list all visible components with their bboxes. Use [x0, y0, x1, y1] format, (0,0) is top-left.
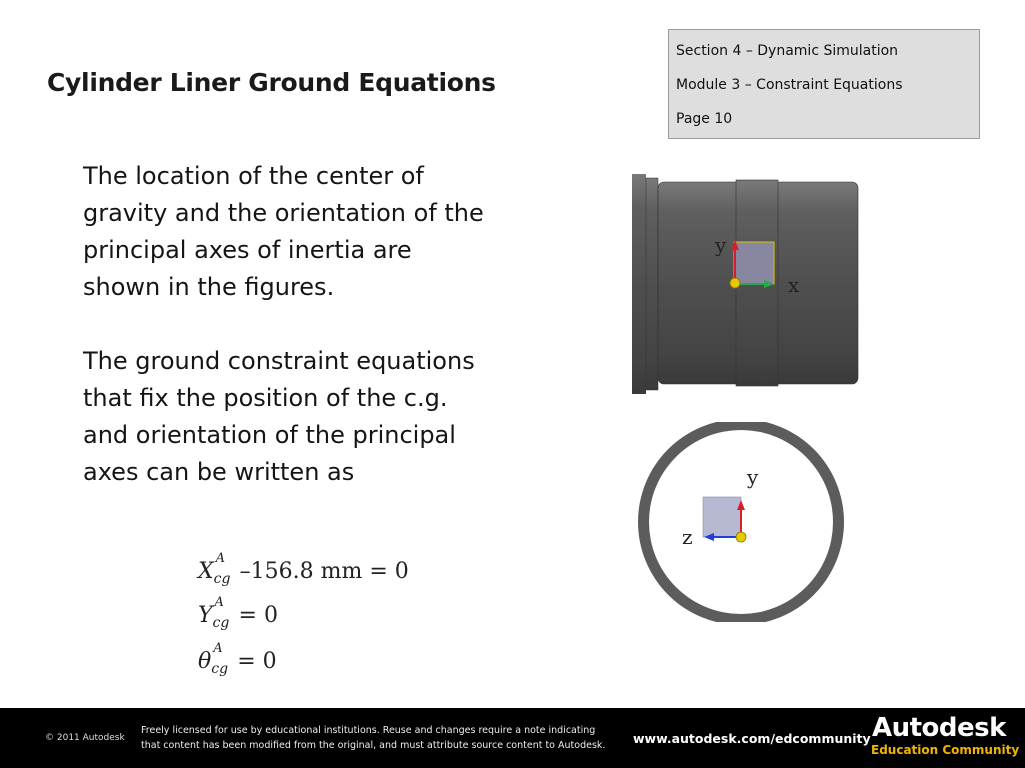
copyright-text: © 2011 Autodesk	[45, 733, 125, 743]
eq-superscript: A	[213, 641, 223, 656]
top-z-label: z	[682, 525, 693, 549]
side-y-label: y	[715, 233, 727, 257]
section-label: Section 4 – Dynamic Simulation	[676, 43, 899, 59]
principal-axes-plane	[734, 242, 774, 284]
eq-subscript: cg	[212, 615, 230, 631]
equation-x	[198, 551, 409, 587]
side-x-label: x	[788, 273, 800, 297]
module-label: Module 3 – Constraint Equations	[676, 77, 903, 93]
text-line: and orientation of the principal	[83, 421, 456, 449]
text-line: gravity and the orientation of the	[83, 199, 484, 227]
eq-subscript: cg	[213, 571, 231, 587]
liner-flange	[632, 174, 646, 394]
cg-marker	[730, 278, 740, 288]
eq-symbol: X	[198, 559, 214, 584]
principal-axes-plane-top	[703, 497, 741, 537]
paragraph-ground-constraints	[83, 343, 523, 491]
text-line: The location of the center of	[83, 162, 424, 190]
text-line: that fix the position of the c.g.	[83, 384, 448, 412]
eq-symbol: Y	[198, 603, 213, 628]
eq-rhs: = 0	[238, 603, 278, 628]
equation-y	[198, 595, 278, 631]
cg-marker-top	[736, 532, 746, 542]
license-line: that content has been modified from the original, and must attribute source content to Autodesk.	[141, 740, 606, 751]
education-community-label: Education Community	[871, 743, 1020, 757]
edcommunity-link[interactable]: www.autodesk.com/edcommunity	[633, 731, 871, 746]
eq-rhs: –156.8 mm = 0	[239, 559, 409, 584]
eq-superscript: A	[214, 595, 224, 610]
autodesk-logo: Autodesk	[872, 713, 1006, 743]
top-y-label: y	[747, 465, 759, 489]
eq-subscript: cg	[211, 661, 229, 677]
cylinder-top-view	[626, 422, 856, 622]
cylinder-side-view	[626, 168, 866, 400]
eq-symbol: θ	[198, 649, 212, 674]
eq-rhs: = 0	[237, 649, 277, 674]
text-line: The ground constraint equations	[83, 347, 475, 375]
footer-bar	[0, 708, 1025, 768]
liner-ring	[646, 178, 658, 390]
license-text	[141, 723, 621, 753]
text-line: principal axes of inertia are	[83, 236, 412, 264]
license-line: Freely licensed for use by educational institutions. Reuse and changes require a note indicating	[141, 725, 596, 736]
section-info-box	[668, 29, 980, 139]
eq-superscript: A	[215, 551, 226, 566]
text-line: axes can be written as	[83, 458, 355, 486]
text-line: shown in the figures.	[83, 273, 335, 301]
equation-theta	[198, 641, 277, 677]
paragraph-cg-location	[83, 158, 523, 306]
page-label: Page 10	[676, 111, 733, 127]
slide-title: Cylinder Liner Ground Equations	[47, 68, 496, 97]
